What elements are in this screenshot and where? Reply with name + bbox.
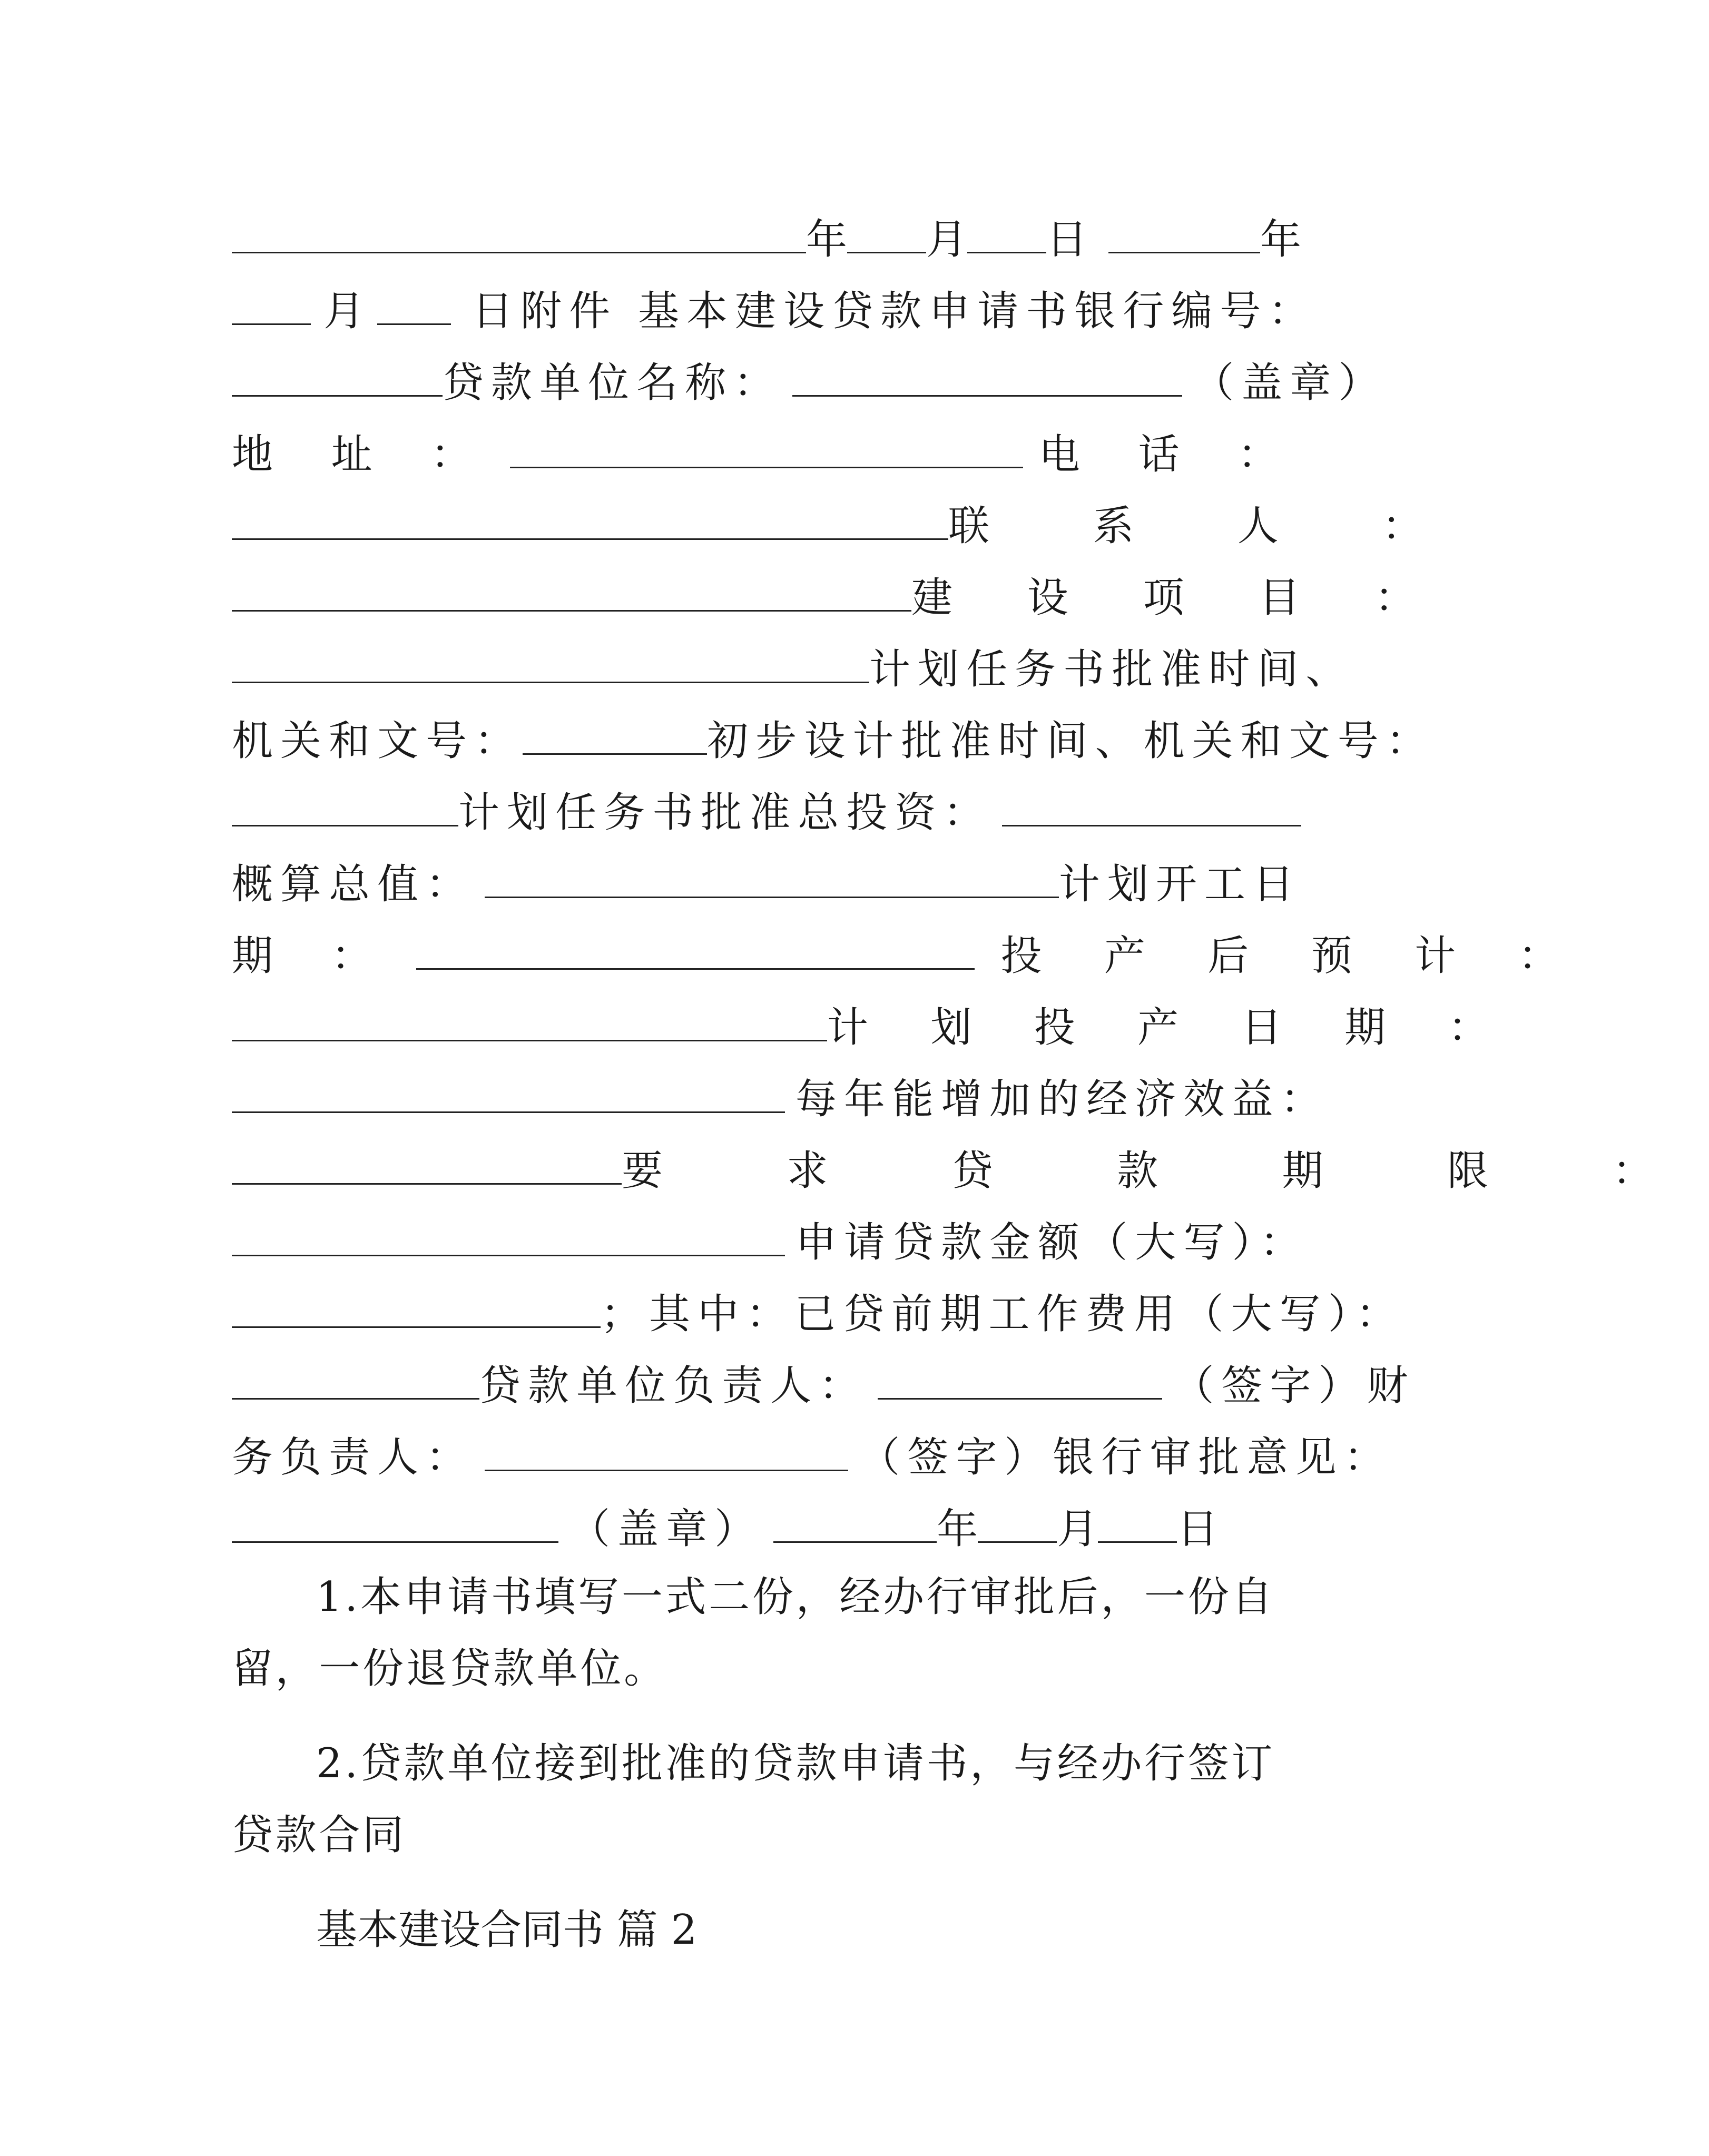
form-line-17 <box>232 1346 1416 1418</box>
phone-field[interactable] <box>232 506 948 540</box>
loan-term-field[interactable] <box>232 1222 785 1256</box>
form-line-10 <box>232 845 1301 917</box>
form-line-12 <box>232 988 1514 1060</box>
label-annual-benefit: 每年能增加的经济效益： <box>795 1076 1329 1123</box>
form-line-13 <box>232 1060 1329 1131</box>
form-line-15 <box>232 1203 1309 1275</box>
label-address: 地 址 ： <box>232 431 495 478</box>
unit-head-signature-field[interactable] <box>878 1365 1162 1400</box>
budget-total-field[interactable] <box>485 864 1059 898</box>
label-sign-finance: （签字）财 <box>1173 1362 1416 1410</box>
label-contact: 联 系 人 ： <box>948 503 1468 550</box>
bank-opinion-field[interactable] <box>232 1509 558 1543</box>
label-day: 日 <box>1046 216 1088 263</box>
prior-expenses-field[interactable] <box>232 1365 479 1400</box>
label-prior-expenses: ；其中：已贷前期工作费用（大写）： <box>601 1291 1404 1338</box>
note-1: 1.本申请书填写一式二份，经办行审批后，一份自留，一份退贷款单位。 <box>232 1573 1275 1692</box>
production-date-field[interactable] <box>232 1079 785 1113</box>
loan-amount-field[interactable] <box>232 1294 601 1328</box>
label-loan-term: 要 求 贷 款 期 限 ： <box>622 1147 1709 1195</box>
label-month: 月 <box>1057 1505 1098 1553</box>
bank-number-field[interactable] <box>232 362 443 397</box>
label-project: 建 设 项 目 ： <box>911 574 1447 622</box>
form-line-14 <box>232 1131 1709 1203</box>
form-line-11 <box>232 917 1584 988</box>
blank-field[interactable] <box>1108 219 1260 253</box>
label-year: 年 <box>806 216 848 263</box>
address-field[interactable] <box>510 434 1023 468</box>
label-month: 月 <box>926 216 968 263</box>
label-unit-name: 贷款单位名称： <box>443 359 782 407</box>
blank-field[interactable] <box>232 291 311 325</box>
blank-field[interactable] <box>847 219 926 253</box>
label-phone: 电 话 ： <box>1038 431 1301 478</box>
total-investment-field[interactable] <box>1002 792 1301 826</box>
planned-start-field[interactable] <box>416 936 975 970</box>
note-2: 2.贷款单位接到批准的贷款申请书，与经办行签订贷款合同 <box>232 1740 1275 1859</box>
form-body <box>232 200 1709 1966</box>
form-line-7 <box>232 630 1354 702</box>
form-line-3 <box>232 343 1387 415</box>
label-date-period: 期 ： <box>232 932 395 980</box>
blank-field[interactable] <box>1098 1509 1177 1543</box>
blank-field[interactable] <box>978 1509 1057 1543</box>
label-year: 年 <box>937 1505 978 1553</box>
label-seal: （盖章） <box>1193 359 1387 407</box>
form-line-2 <box>232 272 1317 343</box>
blank-field[interactable] <box>377 291 451 325</box>
label-planned-start: 计划开工日 <box>1058 861 1301 908</box>
blank-field[interactable] <box>773 1509 937 1543</box>
label-plan-approval: 计划任务书批准时间、 <box>869 646 1354 693</box>
attachment-title: 日附件 基本建设贷款申请书银行编号： <box>472 288 1317 335</box>
section-heading: 基本建设合同书 篇 2 <box>316 1906 698 1954</box>
project-field[interactable] <box>232 649 869 683</box>
label-prelim-design: 初步设计批准时间、机关和文号： <box>707 717 1435 765</box>
label-total-investment: 计划任务书批准总投资： <box>458 789 992 836</box>
label-loan-amount: 申请贷款金额（大写）： <box>795 1219 1309 1266</box>
label-org-doc: 机关和文号： <box>232 717 523 765</box>
prelim-doc-field[interactable] <box>232 792 458 826</box>
label-bank-opinion: （签字）银行审批意见： <box>859 1434 1392 1481</box>
unit-name-field[interactable] <box>792 362 1182 397</box>
form-line-16 <box>232 1275 1404 1346</box>
form-line-1 <box>232 200 1301 272</box>
form-line-18 <box>232 1418 1392 1490</box>
finance-head-signature-field[interactable] <box>485 1437 848 1471</box>
contact-field[interactable] <box>232 577 911 612</box>
label-planned-production-date: 计 划 投 产 日 期 ： <box>827 1004 1514 1051</box>
label-month: 月 <box>323 288 365 335</box>
label-expected-after-production: 投 产 后 预 计 ： <box>1000 932 1584 980</box>
blank-field[interactable] <box>232 219 806 253</box>
approval-doc-field[interactable] <box>523 721 707 755</box>
label-unit-head: 贷款单位负责人： <box>479 1362 868 1410</box>
form-line-19 <box>232 1490 1301 1561</box>
label-day: 日 <box>1177 1505 1219 1553</box>
form-line-8 <box>232 702 1435 773</box>
form-line-5 <box>232 487 1468 558</box>
label-budget-total: 概算总值： <box>232 861 475 908</box>
label-seal: （盖章） <box>569 1505 763 1553</box>
label-year: 年 <box>1260 216 1301 263</box>
form-line-9 <box>232 773 1301 845</box>
form-line-6 <box>232 558 1447 630</box>
form-line-4 <box>232 415 1301 487</box>
label-finance-head: 务负责人： <box>232 1434 475 1481</box>
annual-benefit-field[interactable] <box>232 1150 622 1185</box>
blank-field[interactable] <box>967 219 1046 253</box>
expected-field[interactable] <box>232 1007 827 1041</box>
